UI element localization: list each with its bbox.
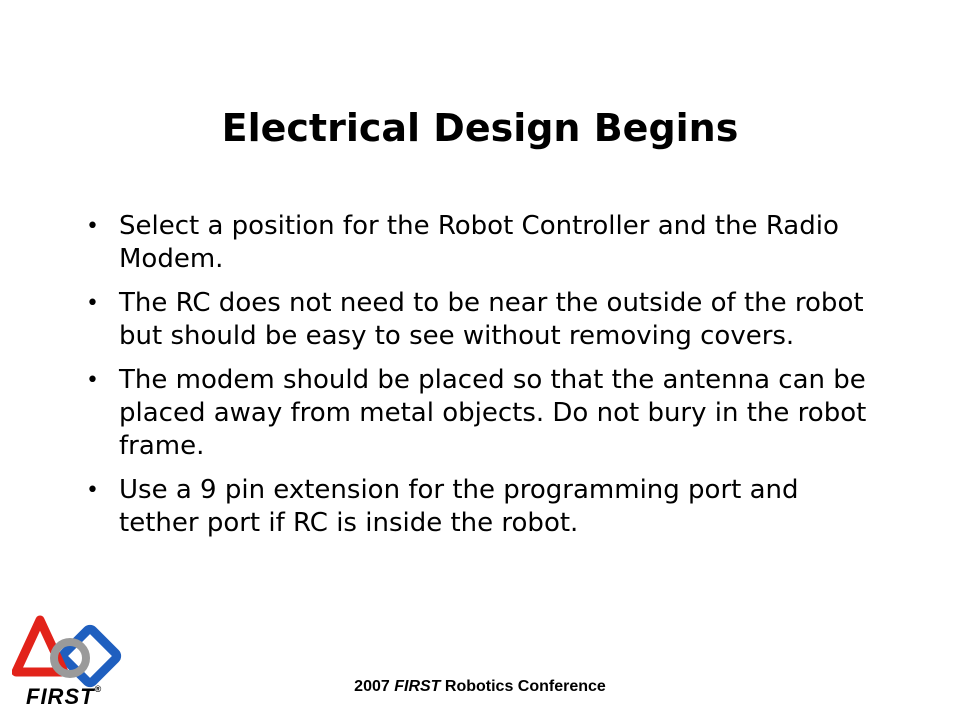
footer-year: 2007 xyxy=(354,678,390,695)
bullet-text: The modem should be placed so that the antenna can be placed away from metal objects. Do not bury in the robot frame. xyxy=(119,365,867,461)
logo-registered-mark: ® xyxy=(94,684,103,694)
bullet-icon: • xyxy=(86,291,99,316)
bullet-list xyxy=(82,210,882,551)
bullet-icon: • xyxy=(86,368,99,393)
bullet-item xyxy=(82,210,882,276)
logo-wordmark xyxy=(26,684,102,710)
logo-word: FIRST xyxy=(26,684,95,709)
footer-rest: Robotics Conference xyxy=(444,678,606,695)
slide-title: Electrical Design Begins xyxy=(221,106,739,150)
bullet-item xyxy=(82,364,882,463)
bullet-text: Select a position for the Robot Controller and the Radio Modem. xyxy=(119,211,839,274)
footer-conference xyxy=(330,677,630,697)
footer-brand: FIRST xyxy=(394,678,441,695)
bullet-icon: • xyxy=(86,478,99,503)
bullet-item xyxy=(82,287,882,353)
bullet-text: Use a 9 pin extension for the programming port and tether port if RC is inside the robot. xyxy=(119,475,799,538)
bullet-item xyxy=(82,474,882,540)
bullet-text: The RC does not need to be near the outside of the robot but should be easy to see without removing covers. xyxy=(119,288,864,351)
bullet-icon: • xyxy=(86,214,99,239)
